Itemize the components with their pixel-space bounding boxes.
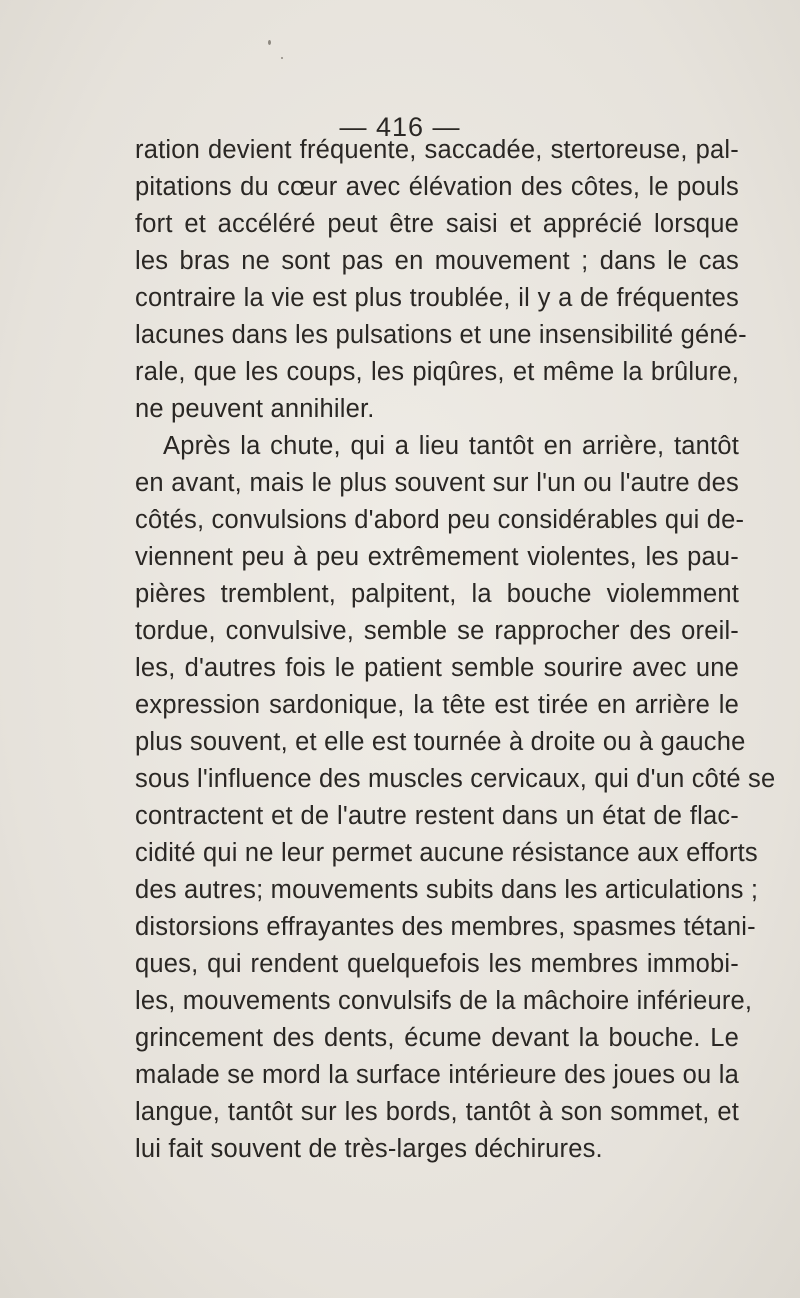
- text-line: contractent et de l'autre restent dans un état de flac-: [135, 802, 739, 830]
- body-text: [135, 132, 776, 1168]
- text-line: expression sardonique, la tête est tirée en arrière le: [135, 691, 739, 719]
- text-line: sous l'influence des muscles cervicaux, qui d'un côté se: [135, 765, 776, 793]
- paragraph-start-line: Après la chute, qui a lieu tantôt en arrière, tantôt: [163, 432, 739, 460]
- text-line: contraire la vie est plus troublée, il y a de fréquentes: [135, 284, 739, 312]
- text-line: des autres; mouvements subits dans les articulations ;: [135, 876, 759, 904]
- text-line: plus souvent, et elle est tournée à droite ou à gauche: [135, 728, 746, 756]
- page-number: — 416 —: [339, 112, 461, 142]
- text-line: tordue, convulsive, semble se rapprocher des oreil-: [135, 617, 739, 645]
- text-line: malade se mord la surface intérieure des joues ou la: [135, 1061, 739, 1089]
- paragraph-end-line: lui fait souvent de très-larges déchirures.: [135, 1135, 603, 1163]
- text-line: langue, tantôt sur les bords, tantôt à son sommet, et: [135, 1098, 739, 1126]
- text-line: distorsions effrayantes des membres, spasmes tétani-: [135, 913, 756, 941]
- text-line: rale, que les coups, les piqûres, et même la brûlure,: [135, 358, 739, 386]
- text-line: cidité qui ne leur permet aucune résistance aux efforts: [135, 839, 758, 867]
- text-line: fort et accéléré peut être saisi et apprécié lorsque: [135, 210, 739, 238]
- paper-speck: [268, 40, 271, 45]
- text-line: ques, qui rendent quelquefois les membres immobi-: [135, 950, 739, 978]
- text-line: côtés, convulsions d'abord peu considérables qui de-: [135, 506, 745, 534]
- paragraph-end-line: ne peuvent annihiler.: [135, 395, 375, 423]
- text-line: les, mouvements convulsifs de la mâchoire inférieure,: [135, 987, 753, 1015]
- paper-speck: [281, 57, 283, 59]
- text-line: en avant, mais le plus souvent sur l'un ou l'autre des: [135, 469, 739, 497]
- text-line: pitations du cœur avec élévation des côtes, le pouls: [135, 173, 739, 201]
- text-line: les bras ne sont pas en mouvement ; dans le cas: [135, 247, 739, 275]
- text-line: les, d'autres fois le patient semble sourire avec une: [135, 654, 739, 682]
- text-line: pières tremblent, palpitent, la bouche violemment: [135, 580, 739, 608]
- text-line: lacunes dans les pulsations et une insensibilité géné-: [135, 321, 747, 349]
- text-line: grincement des dents, écume devant la bouche. Le: [135, 1024, 739, 1052]
- text-line: ration devient fréquente, saccadée, stertoreuse, pal-: [135, 136, 739, 164]
- text-line: viennent peu à peu extrêmement violentes, les pau-: [135, 543, 739, 571]
